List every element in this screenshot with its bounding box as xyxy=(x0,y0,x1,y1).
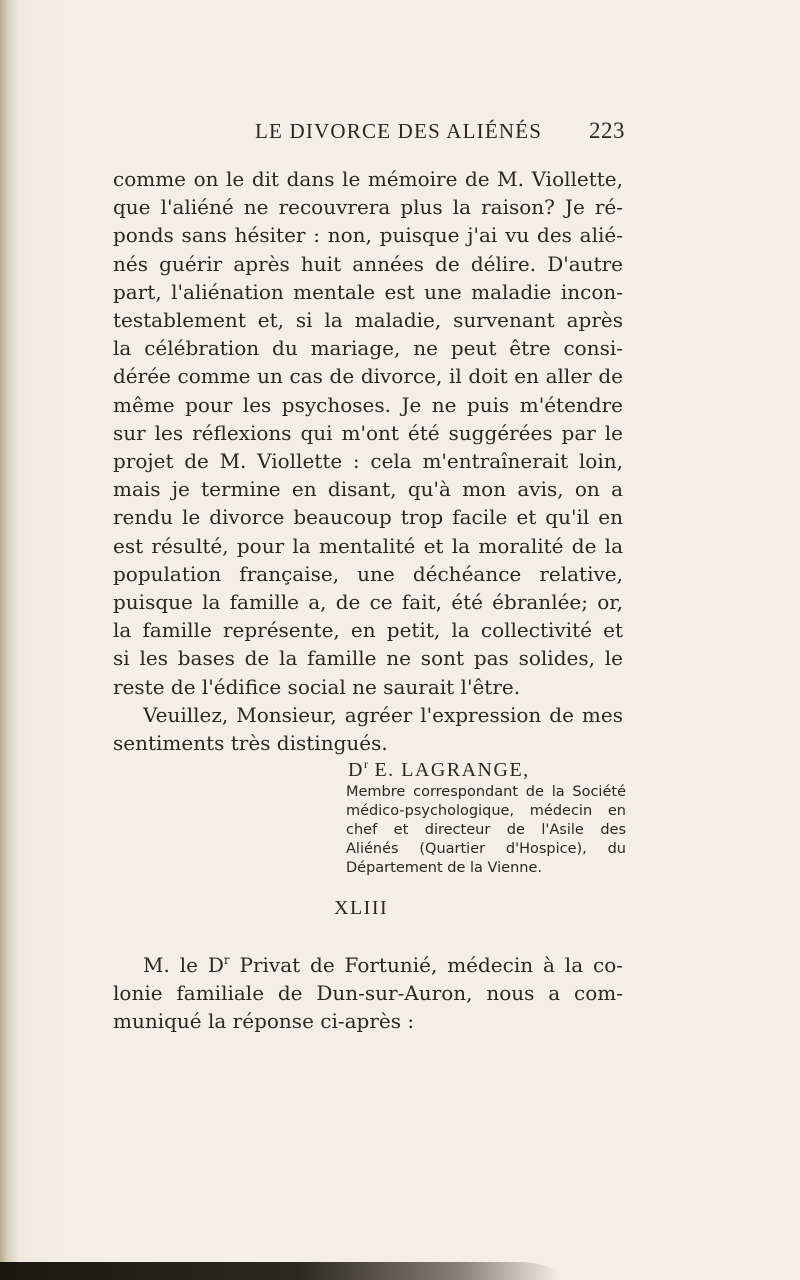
body-line: sur les réflexions qui m'ont été suggérées par le xyxy=(113,420,623,445)
affiliation-line: Membre correspondant de la Société xyxy=(346,784,626,800)
body-line: reste de l'édifice social ne saurait l'être. xyxy=(113,674,521,699)
affiliation-line: médico-psychologique, médecin en xyxy=(346,803,626,819)
signature-title: D xyxy=(348,759,364,781)
page-number: 223 xyxy=(589,118,625,143)
paragraph-line: muniqué la réponse ci-après : xyxy=(113,1009,415,1034)
body-line: mais je termine en disant, qu'à mon avis, on a xyxy=(113,477,623,502)
body-line: si les bases de la famille ne sont pas solides, le xyxy=(113,646,623,671)
signature-title-sup: r xyxy=(363,757,368,771)
body-line: même pour les psychoses. Je ne puis m'étendre xyxy=(113,392,623,417)
body-line: que l'aliéné ne recouvrera plus la raison? Je ré- xyxy=(113,195,623,220)
paragraph-prefix: M. le D xyxy=(143,953,224,977)
closing-line: Veuillez, Monsieur, agréer l'expression de mes xyxy=(143,702,623,727)
body-line: la célébration du mariage, ne peut être consi- xyxy=(113,336,623,361)
page-header xyxy=(255,118,625,144)
body-line: testablement et, si la maladie, survenant après xyxy=(113,308,623,333)
second-paragraph xyxy=(113,946,623,1036)
paragraph-line xyxy=(113,946,623,979)
paragraph-first-line: Privat de Fortunié, médecin à la co- xyxy=(229,953,623,977)
affiliation-line: Aliénés (Quartier d'Hospice), du xyxy=(346,841,626,857)
running-title: LE DIVORCE DES ALIÉNÉS xyxy=(255,119,543,143)
body-line: la famille représente, en petit, la collectivité et xyxy=(113,618,623,643)
paragraph-line: lonie familiale de Dun-sur-Auron, nous a com- xyxy=(113,981,623,1006)
affiliation-line: chef et directeur de l'Asile des xyxy=(346,822,626,838)
signature xyxy=(348,757,530,782)
paragraph-prefix-sup: r xyxy=(223,953,230,967)
body-line: ponds sans hésiter : non, puisque j'ai vu des alié- xyxy=(113,223,623,248)
body-line: est résulté, pour la mentalité et la moralité de la xyxy=(113,533,623,558)
section-heading: XLIII xyxy=(334,897,389,919)
letter-body xyxy=(113,165,623,757)
page-bottom-edge xyxy=(0,1262,560,1280)
body-line: comme on le dit dans le mémoire de M. Viollette, xyxy=(113,167,623,191)
affiliation xyxy=(346,783,626,878)
closing-line: sentiments très distingués. xyxy=(113,731,388,756)
body-line: dérée comme un cas de divorce, il doit en aller de xyxy=(113,364,623,389)
affiliation-line: Département de la Vienne. xyxy=(346,860,542,876)
body-line: nés guérir après huit années de délire. D'autre xyxy=(113,251,623,276)
body-line: rendu le divorce beaucoup trop facile et qu'il en xyxy=(113,505,623,530)
body-line: population française, une déchéance relative, xyxy=(113,561,623,586)
binding-shadow xyxy=(0,0,18,1280)
signature-name: E. LAGRANGE, xyxy=(367,759,530,781)
body-line: part, l'aliénation mentale est une maladie incon- xyxy=(113,279,623,304)
body-line: projet de M. Viollette : cela m'entraînerait loin, xyxy=(113,449,623,474)
body-line: puisque la famille a, de ce fait, été ébranlée; or, xyxy=(113,590,623,615)
